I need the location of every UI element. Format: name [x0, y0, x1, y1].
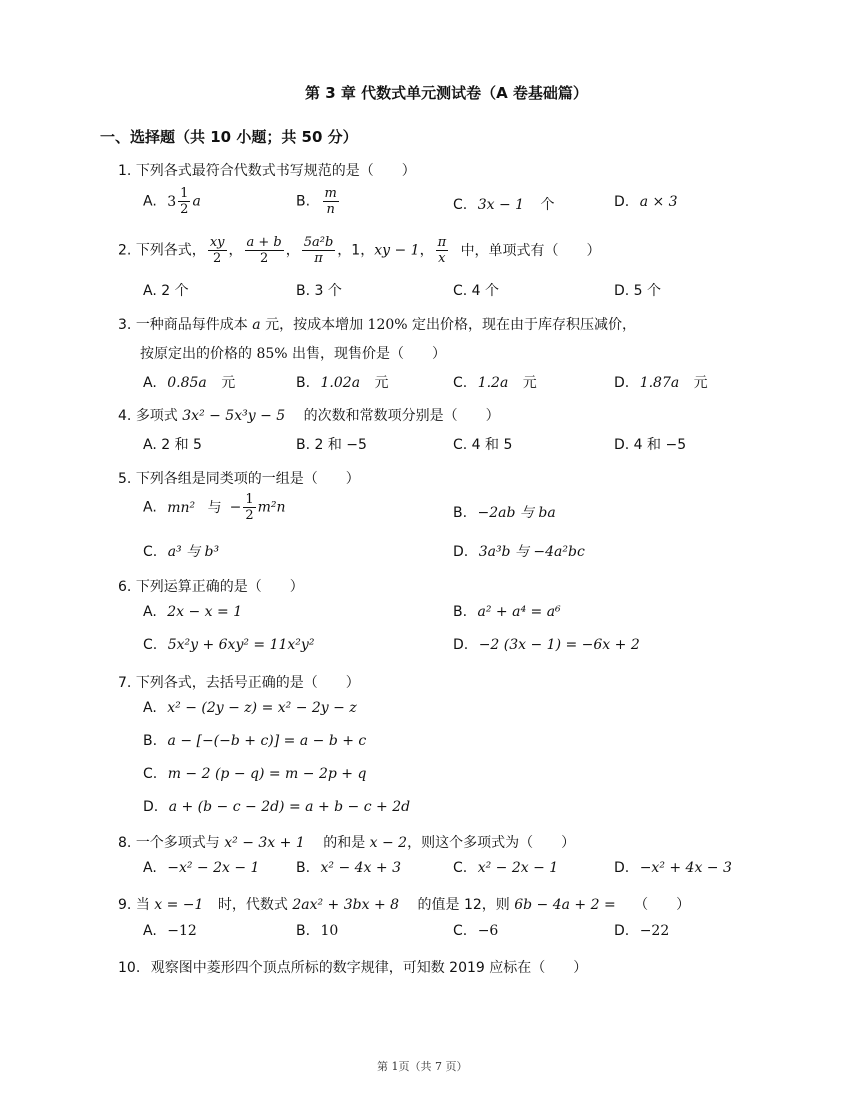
unit: 个 — [540, 197, 555, 213]
option-label: D. — [614, 860, 630, 876]
fraction: $\frac{a + b}{2}$ — [246, 235, 282, 266]
expression: 1.2a — [477, 375, 509, 391]
question-text: 中，单项式有（ ） — [460, 242, 601, 259]
expression: 6b − 4a + 2 = — [514, 897, 616, 913]
question-8: 8. 一个多项式与 x² − 3x + 1 的和是 x − 2，则这个多项式为（ ） — [118, 835, 576, 851]
value: −12 — [167, 923, 197, 939]
unit: 元 — [221, 375, 236, 391]
option-label: A. — [143, 375, 157, 391]
option-label: C. — [453, 197, 468, 213]
expression: −2 (3x − 1) = −6x + 2 — [478, 637, 640, 653]
expression: x² − 4x + 3 — [320, 860, 401, 876]
expression: −2ab 与 ba — [477, 505, 556, 521]
option-label: C. — [143, 637, 158, 653]
variable: a — [252, 317, 261, 333]
connector-text: 与 — [207, 499, 222, 516]
fraction: $\frac{xy}{2}$ — [209, 235, 225, 266]
section-heading: 一、选择题（共 10 小题；共 50 分） — [100, 128, 358, 146]
option-label: D. — [614, 375, 630, 391]
option-label: B. — [296, 923, 311, 939]
q9-option-c[interactable] — [453, 923, 498, 939]
expression: a − [−(−b + c)] = a − b + c — [167, 733, 367, 749]
q3-option-d[interactable] — [614, 372, 708, 392]
expression: 3x − 1 — [477, 197, 525, 213]
option-label: B. — [296, 375, 311, 391]
question-text: 下列各组是同类项的一组是（ ） — [135, 471, 360, 487]
option-label: C. — [453, 375, 468, 391]
expression: 2x − x = 1 — [167, 604, 243, 620]
expression: x = −1 — [154, 897, 204, 913]
fraction: $\frac{\pi}{x}$ — [437, 235, 447, 266]
value: 10 — [320, 923, 339, 939]
question-number: 10. — [118, 960, 141, 976]
question-1 — [118, 160, 416, 180]
expression: m − 2 (p − q) = m − 2p + q — [167, 766, 367, 782]
option-label: D. — [453, 544, 469, 560]
mixed-whole: 3 — [167, 193, 177, 210]
fraction: $\frac{\text{5a²b}}{\pi}$ — [303, 235, 334, 266]
question-9: 9. 当 x = −1 时，代数式 2ax² + 3bx + 8 的值是 12，则 6b − 4a + 2 = （ ） — [118, 897, 691, 913]
q6-option-b[interactable] — [453, 604, 561, 620]
q4-option-c[interactable]: C. 4 和 5 — [453, 437, 513, 453]
question-4 — [118, 405, 500, 425]
option-label: B. — [453, 604, 468, 620]
question-number: 3. — [118, 317, 132, 333]
q5-option-d[interactable] — [453, 541, 585, 561]
question-number: 8. — [118, 835, 132, 851]
question-3: 3. 一种商品每件成本 a 元，按成本增加 120% 定出价格，现在由于库存积压减价， — [118, 317, 637, 333]
q4-option-d[interactable]: D. 4 和 −5 — [614, 437, 687, 453]
option-label: B. — [453, 505, 468, 521]
question-text: 一种商品每件成本 — [135, 317, 253, 333]
option-label: B. — [143, 733, 158, 749]
unit: 元 — [522, 375, 537, 391]
option-label: A. — [143, 604, 157, 620]
q2-option-d[interactable]: D. 5 个 — [614, 283, 662, 299]
unit: 元 — [693, 375, 708, 391]
expression: x² − 3x + 1 — [224, 835, 305, 851]
q9-option-d[interactable] — [614, 923, 669, 939]
expression: x − 2 — [369, 835, 408, 851]
q8-option-c[interactable] — [453, 860, 558, 876]
value: −6 — [477, 923, 499, 939]
question-number: 6. — [118, 579, 132, 595]
question-number: 2. — [118, 242, 132, 259]
fraction: $\frac{m}{n}$ — [324, 186, 337, 217]
question-10 — [118, 957, 587, 977]
option-label: C. — [143, 766, 158, 782]
q2-option-a[interactable]: A. 2 个 — [143, 283, 189, 299]
question-number: 4. — [118, 408, 132, 424]
option-label: C. — [453, 923, 468, 939]
expression: 2ax² + 3bx + 8 — [292, 897, 400, 913]
unit: 元 — [374, 375, 389, 391]
option-label: D. — [614, 923, 630, 939]
expression: a × 3 — [639, 194, 678, 210]
q6-option-a[interactable] — [143, 604, 242, 620]
question-5 — [118, 468, 360, 488]
option-label: A. — [143, 860, 157, 876]
q8-option-a[interactable] — [143, 860, 259, 876]
expression: 1.87a — [639, 375, 680, 391]
question-text: 下列各式最符合代数式书写规范的是（ ） — [135, 163, 416, 179]
expression: −x² − 2x − 1 — [167, 860, 260, 876]
q9-option-b[interactable] — [296, 923, 338, 939]
question-number: 1. — [118, 163, 132, 179]
question-3-line-2: 按原定出的价格的 85% 出售，现售价是（ ） — [140, 346, 447, 362]
q2-option-b[interactable]: B. 3 个 — [296, 283, 342, 299]
expression: 5x²y + 6xy² = 11x²y² — [167, 637, 315, 653]
question-number: 5. — [118, 471, 132, 487]
question-text: 当 — [135, 897, 155, 913]
q7-option-a[interactable] — [143, 700, 357, 716]
question-text: 多项式 — [135, 408, 183, 424]
q3-option-b[interactable] — [296, 372, 389, 392]
question-number: 9. — [118, 897, 132, 913]
option-label: A. — [143, 499, 157, 516]
q7-option-d[interactable] — [143, 799, 410, 815]
expression: mn² — [167, 499, 196, 516]
percent: 85% — [256, 346, 288, 362]
option-label: B. — [296, 860, 311, 876]
question-text: 一个多项式与 — [135, 835, 225, 851]
percent: 120% — [367, 317, 408, 333]
question-number: 7. — [118, 675, 132, 691]
question-6 — [118, 576, 304, 596]
fraction: $\frac{1}{2}$ — [245, 492, 254, 523]
question-2: 2. 下列各式， $\frac{xy}{2}$ ， $\frac{a + b}{2}$ ， $\frac{\text{5a²b}}{\pi}$ ，1，xy − 1， $\frac{\pi}{x}$ 中，单项式有（ ） — [118, 235, 601, 266]
q7-option-b[interactable] — [143, 733, 366, 749]
q6-option-c[interactable] — [143, 637, 314, 653]
option-label: A. — [143, 700, 157, 716]
expression: m²n — [257, 499, 286, 516]
q7-option-c[interactable] — [143, 766, 366, 782]
q3-option-c[interactable] — [453, 372, 537, 392]
page-title: 第 3 章 代数式单元测试卷（A 卷基础篇） — [305, 84, 588, 102]
expression: a² + a⁴ = a⁶ — [477, 604, 561, 620]
q2-option-c[interactable]: C. 4 个 — [453, 283, 500, 299]
option-label: D. — [453, 637, 469, 653]
expression: x² − 2x − 1 — [477, 860, 559, 876]
fraction: $\frac{1}{2}$ — [180, 186, 189, 217]
answer-bracket: （ ） — [634, 897, 691, 913]
question-text: 下列各式，去括号正确的是（ ） — [135, 675, 360, 691]
page-footer: 第 1页（共 7 页） — [377, 1060, 468, 1073]
option-label: C. — [453, 860, 468, 876]
q8-option-d[interactable] — [614, 860, 732, 876]
value: −22 — [639, 923, 670, 939]
q4-option-a[interactable]: A. 2 和 5 — [143, 437, 202, 453]
sign: − — [229, 499, 242, 516]
option-label: A. — [143, 193, 157, 210]
variable: a — [192, 193, 201, 210]
question-text: 下列运算正确的是（ ） — [135, 579, 304, 595]
expression: 3a³b 与 −4a²bc — [478, 544, 585, 560]
expression: xy − 1 — [374, 242, 420, 259]
q1-option-a[interactable] — [143, 186, 201, 217]
q5-option-b[interactable] — [453, 502, 556, 522]
q6-option-d[interactable] — [453, 637, 640, 653]
option-label: D. — [614, 194, 630, 210]
q5-option-c[interactable] — [143, 541, 219, 561]
question-text: 的次数和常数项分别是（ ） — [303, 408, 500, 424]
q4-option-b[interactable]: B. 2 和 −5 — [296, 437, 367, 453]
q3-option-a[interactable] — [143, 372, 235, 392]
question-7 — [118, 672, 360, 692]
q1-option-b[interactable] — [296, 186, 341, 217]
option-label: B. — [296, 193, 311, 210]
expression: x² − (2y − z) = x² − 2y − z — [167, 700, 357, 716]
q1-option-d[interactable] — [614, 194, 678, 210]
expression: 1.02a — [320, 375, 361, 391]
q1-option-c[interactable] — [453, 194, 554, 214]
expression: 0.85a — [167, 375, 207, 391]
expression: 3x² − 5x³y − 5 — [182, 408, 286, 424]
q8-option-b[interactable] — [296, 860, 401, 876]
expression: a + (b − c − 2d) = a + b − c + 2d — [168, 799, 411, 815]
expression: a³ 与 b³ — [167, 544, 220, 560]
q5-option-a[interactable] — [143, 492, 286, 523]
option-label: D. — [143, 799, 159, 815]
option-label: C. — [143, 544, 158, 560]
option-label: A. — [143, 923, 157, 939]
q9-option-a[interactable] — [143, 923, 197, 939]
question-text: 观察图中菱形四个顶点所标的数字规律，可知数 2019 应标在（ ） — [150, 960, 588, 976]
expression: −x² + 4x − 3 — [639, 860, 732, 876]
question-text: 下列各式， — [135, 242, 206, 259]
